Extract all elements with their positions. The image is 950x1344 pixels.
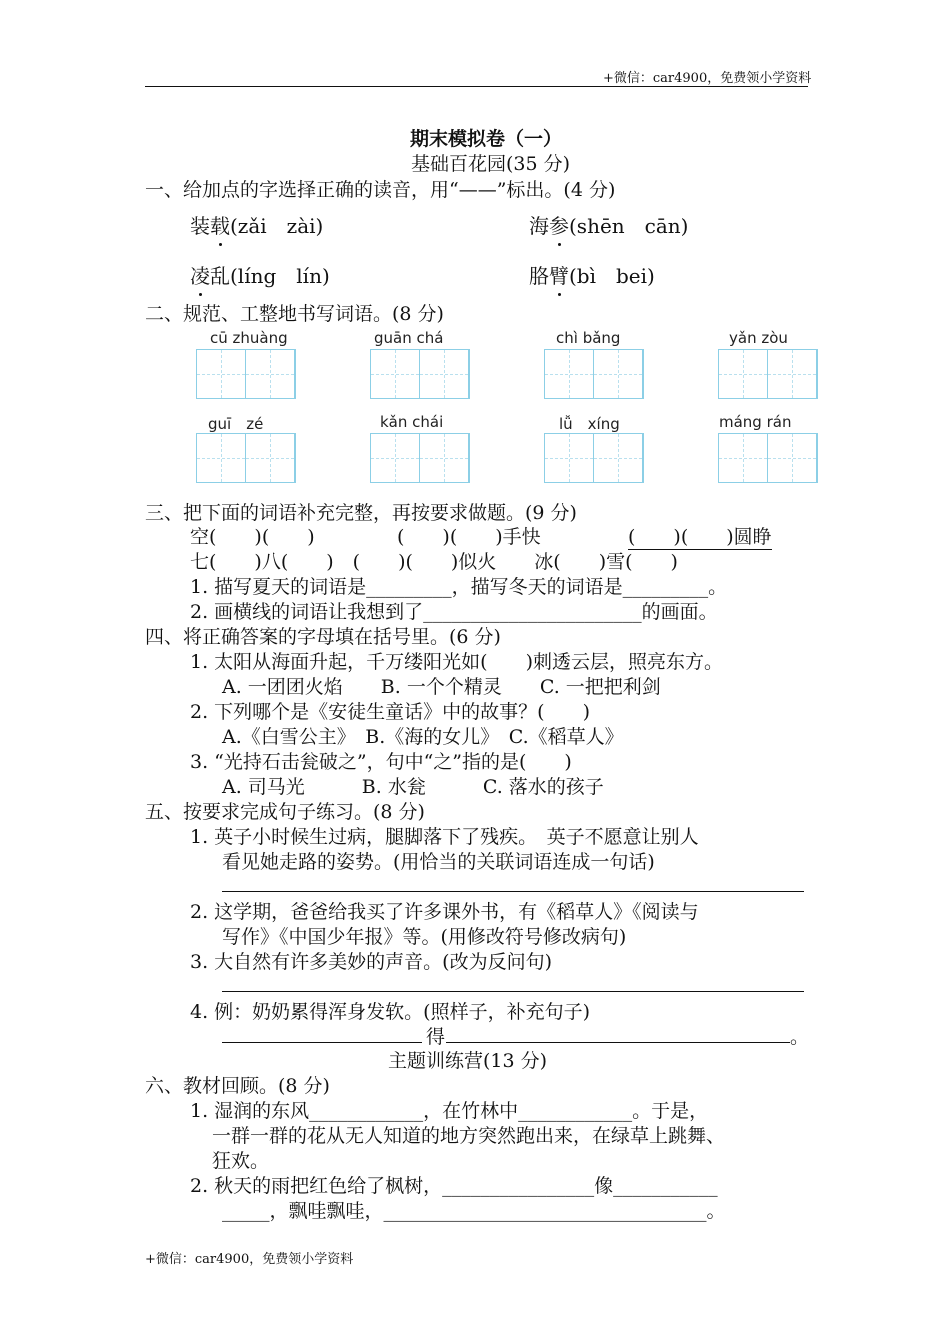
writing-grid-7[interactable] [544,433,644,483]
q2-title: 二、规范、工整地书写词语。(8 分) [145,303,444,325]
q5-answer-line-4a[interactable] [222,1042,422,1043]
q4-options-1: A. 一团团火焰 B. 一个个精灵 C. 一把把利剑 [222,676,661,698]
header-note: +微信：car4900，免费领小学资料 [603,71,812,86]
q5-item-1-line1: 1. 英子小时候生过病，腿脚落下了残疾。 英子不愿意让别人 [190,826,699,848]
page-title: 期末模拟卷（一） [410,128,563,150]
q1-item-1-pre: 装 [190,214,210,238]
q4-options-3: A. 司马光 B. 水瓮 C. 落水的孩子 [222,776,604,798]
q1-item-1[interactable] [190,210,323,239]
q5-item-4-end: 。 [790,1026,810,1048]
q3-word-row-2[interactable]: 七( )八( ) ( )( )似火 冰( )雪( ) [190,551,678,573]
q1-item-3-options: 乱(líng lín) [210,264,330,288]
q3-word-3-underlined[interactable]: ( )( )圆睁 [628,522,772,550]
q3-sub-1[interactable]: 1. 描写夏天的词语是_________，描写冬天的词语是_________。 [190,576,728,598]
pinyin-7: lǚ xíng [559,415,620,433]
pinyin-6: kǎn chái [380,413,444,431]
footer-note: +微信：car4900，免费领小学资料 [145,1252,354,1267]
writing-grid-6[interactable] [370,433,470,483]
header-rule [145,86,808,87]
writing-grid-2[interactable] [370,349,470,399]
q5-item-1-line2: 看见她走路的姿势。(用恰当的关联词语连成一句话) [222,851,655,873]
q1-title: 一、给加点的字选择正确的读音，用“——”标出。(4 分) [145,179,616,201]
q1-item-2-options: (shēn cān) [569,214,689,238]
q5-item-3: 3. 大自然有许多美妙的声音。(改为反问句) [190,951,552,973]
q5-answer-line-4b[interactable] [446,1042,790,1043]
q5-answer-line-1[interactable] [222,891,804,892]
q1-item-4-dotted: 臂 [549,260,569,289]
q5-answer-line-3[interactable] [222,991,804,992]
q1-item-1-dotted: 载 [210,210,230,239]
writing-grid-1[interactable] [196,349,296,399]
writing-grid-5[interactable] [196,433,296,483]
q1-item-1-options: (zǎi zài) [230,214,324,238]
pinyin-1: cū zhuàng [210,329,288,347]
pinyin-5: guī zé [208,415,264,433]
q1-item-2-dotted: 参 [549,210,569,239]
q5-item-2-line1: 2. 这学期，爸爸给我买了许多课外书，有《稻草人》《阅读与 [190,901,699,923]
part1-title: 基础百花园(35 分) [411,153,571,175]
writing-grid-4[interactable] [718,349,818,399]
q4-question-2[interactable]: 2. 下列哪个是《安徒生童话》中的故事？( ) [190,701,590,723]
pinyin-3: chì bǎng [556,329,621,347]
q6-item-1-line3: 狂欢。 [212,1150,270,1172]
q1-item-4[interactable] [529,260,655,289]
q1-item-4-options: (bì bei) [569,264,655,288]
q6-item-1-line2: 一群一群的花从无人知道的地方突然跑出来，在绿草上跳舞、 [212,1125,726,1147]
q5-item-2-line2: 写作》《中国少年报》等。(用修改符号修改病句) [222,926,627,948]
writing-grid-3[interactable] [544,349,644,399]
q3-word-2[interactable]: ( )( )手快 [397,526,541,548]
q4-title: 四、将正确答案的字母填在括号里。(6 分) [145,626,501,648]
pinyin-2: guān chá [374,329,444,347]
q6-title: 六、教材回顾。(8 分) [145,1075,330,1097]
q1-item-3-dotted: 凌 [190,260,210,289]
q6-item-1-line1[interactable]: 1. 湿润的东风____________，在竹林中____________。于是， [190,1100,709,1122]
q4-question-3[interactable]: 3. “光持石击瓮破之”，句中“之”指的是( ) [190,751,572,773]
q1-item-2-pre: 海 [529,214,549,238]
q3-title: 三、把下面的词语补充完整，再按要求做题。(9 分) [145,502,577,524]
q5-item-4-de: 得 [426,1026,446,1048]
q6-item-2-line2[interactable]: _____，飘哇飘哇，__________________________________。 [222,1200,726,1222]
q1-item-3[interactable] [190,260,330,289]
q1-item-4-pre: 胳 [529,264,549,288]
q5-title: 五、按要求完成句子练习。(8 分) [145,801,425,823]
pinyin-4: yǎn zòu [729,329,788,347]
q6-item-2-line1[interactable]: 2. 秋天的雨把红色给了枫树，________________像___________ [190,1175,718,1197]
q5-item-4: 4. 例：奶奶累得浑身发软。(照样子，补充句子) [190,1001,590,1023]
q3-word-1[interactable]: 空( )( ) [190,526,315,548]
q4-options-2: A.《白雪公主》 B.《海的女儿》 C.《稻草人》 [222,726,624,748]
writing-grid-8[interactable] [718,433,818,483]
q1-item-2[interactable] [529,210,688,239]
q4-question-1[interactable]: 1. 太阳从海面升起，千万缕阳光如( )刺透云层，照亮东方。 [190,651,723,673]
pinyin-8: máng rán [719,413,792,431]
q3-sub-2[interactable]: 2. 画横线的词语让我想到了_______________________的画面。 [190,601,718,623]
part2-title: 主题训练营(13 分) [388,1050,548,1072]
